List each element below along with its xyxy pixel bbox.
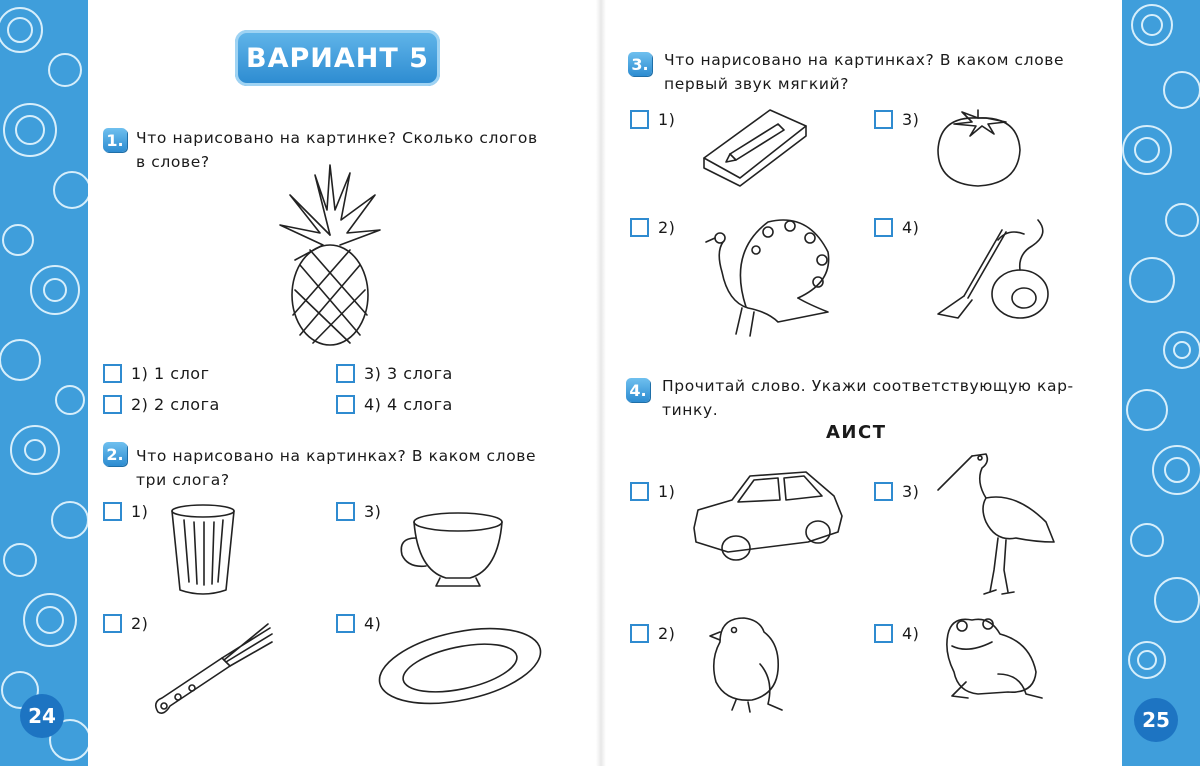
q2-option-2-checkbox[interactable] (103, 614, 122, 633)
question-1-text-line1: Что нарисовано на картинке? Сколько слогов (136, 129, 538, 147)
q1-option-4-label: 4) 4 слога (364, 395, 453, 414)
q4-option-1[interactable] (630, 482, 675, 501)
q1-option-1-label: 1) 1 слог (131, 364, 210, 383)
q1-option-3[interactable] (336, 364, 453, 383)
q2-option-2-label: 2) (131, 614, 149, 633)
left-decorative-border (0, 0, 88, 766)
question-3-text-line1: Что нарисовано на картинках? В каком слове (664, 51, 1065, 69)
question-4-text-line2: тинку. (662, 401, 719, 419)
stork-picture (936, 442, 1060, 602)
question-4-text-line1: Прочитай слово. Укажи соответствующую кар- (662, 377, 1074, 395)
q3-option-4-label: 4) (902, 218, 920, 237)
q3-option-2-label: 2) (658, 218, 676, 237)
q2-option-2[interactable] (103, 614, 148, 633)
q1-option-2-checkbox[interactable] (103, 395, 122, 414)
vacuum-cleaner-picture (928, 214, 1053, 324)
q3-option-3[interactable] (874, 110, 919, 129)
question-4-number: 4. (626, 378, 650, 402)
q3-option-2-checkbox[interactable] (630, 218, 649, 237)
q2-option-4-label: 4) (364, 614, 382, 633)
q4-option-4-label: 4) (902, 624, 920, 643)
q4-option-2[interactable] (630, 624, 675, 643)
q4-option-4[interactable] (874, 624, 919, 643)
pencil-case-picture (700, 106, 810, 186)
frog-picture (938, 612, 1048, 704)
q2-option-3-label: 3) (364, 502, 382, 521)
variant-banner: ВАРИАНТ 5 (235, 30, 440, 86)
q4-option-3[interactable] (874, 482, 919, 501)
page-number-left: 24 (20, 694, 64, 738)
q2-option-3-checkbox[interactable] (336, 502, 355, 521)
q3-option-3-checkbox[interactable] (874, 110, 893, 129)
sparrow-picture (706, 614, 786, 714)
pineapple-picture (275, 165, 385, 350)
q4-option-3-checkbox[interactable] (874, 482, 893, 501)
question-2-text-line1: Что нарисовано на картинках? В каком слове (136, 447, 537, 465)
tomato-picture (932, 104, 1027, 189)
q1-option-1-checkbox[interactable] (103, 364, 122, 383)
q2-option-4-checkbox[interactable] (336, 614, 355, 633)
q3-option-1[interactable] (630, 110, 675, 129)
q1-option-2[interactable] (103, 395, 220, 414)
q4-option-2-label: 2) (658, 624, 676, 643)
page-number-right: 25 (1134, 698, 1178, 742)
car-picture (688, 466, 848, 564)
q2-option-1[interactable] (103, 502, 148, 521)
right-decorative-border (1122, 0, 1200, 766)
plate-picture (375, 624, 545, 709)
task-word: АИСТ (826, 422, 887, 443)
question-1-text-line2: в слове? (136, 153, 210, 171)
question-2-number: 2. (103, 442, 127, 466)
q3-option-4-checkbox[interactable] (874, 218, 893, 237)
q1-option-3-label: 3) 3 слога (364, 364, 453, 383)
snowflake-pattern-left (0, 0, 88, 766)
q2-option-3[interactable] (336, 502, 381, 521)
q3-option-3-label: 3) (902, 110, 920, 129)
q4-option-3-label: 3) (902, 482, 920, 501)
q2-option-1-label: 1) (131, 502, 149, 521)
q3-option-4[interactable] (874, 218, 919, 237)
question-2-text-line2: три слога? (136, 471, 230, 489)
q4-option-2-checkbox[interactable] (630, 624, 649, 643)
q4-option-4-checkbox[interactable] (874, 624, 893, 643)
glass-picture (168, 502, 238, 597)
q3-option-2[interactable] (630, 218, 675, 237)
snowflake-pattern-right (1122, 0, 1200, 766)
q1-option-2-label: 2) 2 слога (131, 395, 220, 414)
book-gutter (596, 0, 606, 766)
question-1-number: 1. (103, 128, 127, 152)
q4-option-1-label: 1) (658, 482, 676, 501)
q1-option-4[interactable] (336, 395, 453, 414)
peacock-picture (698, 212, 838, 342)
q1-option-4-checkbox[interactable] (336, 395, 355, 414)
question-3-text-line2: первый звук мягкий? (664, 75, 850, 93)
q3-option-1-checkbox[interactable] (630, 110, 649, 129)
cup-picture (396, 510, 506, 590)
question-3-number: 3. (628, 52, 652, 76)
q1-option-3-checkbox[interactable] (336, 364, 355, 383)
fork-picture (150, 622, 275, 717)
q2-option-1-checkbox[interactable] (103, 502, 122, 521)
q1-option-1[interactable] (103, 364, 210, 383)
q4-option-1-checkbox[interactable] (630, 482, 649, 501)
q3-option-1-label: 1) (658, 110, 676, 129)
